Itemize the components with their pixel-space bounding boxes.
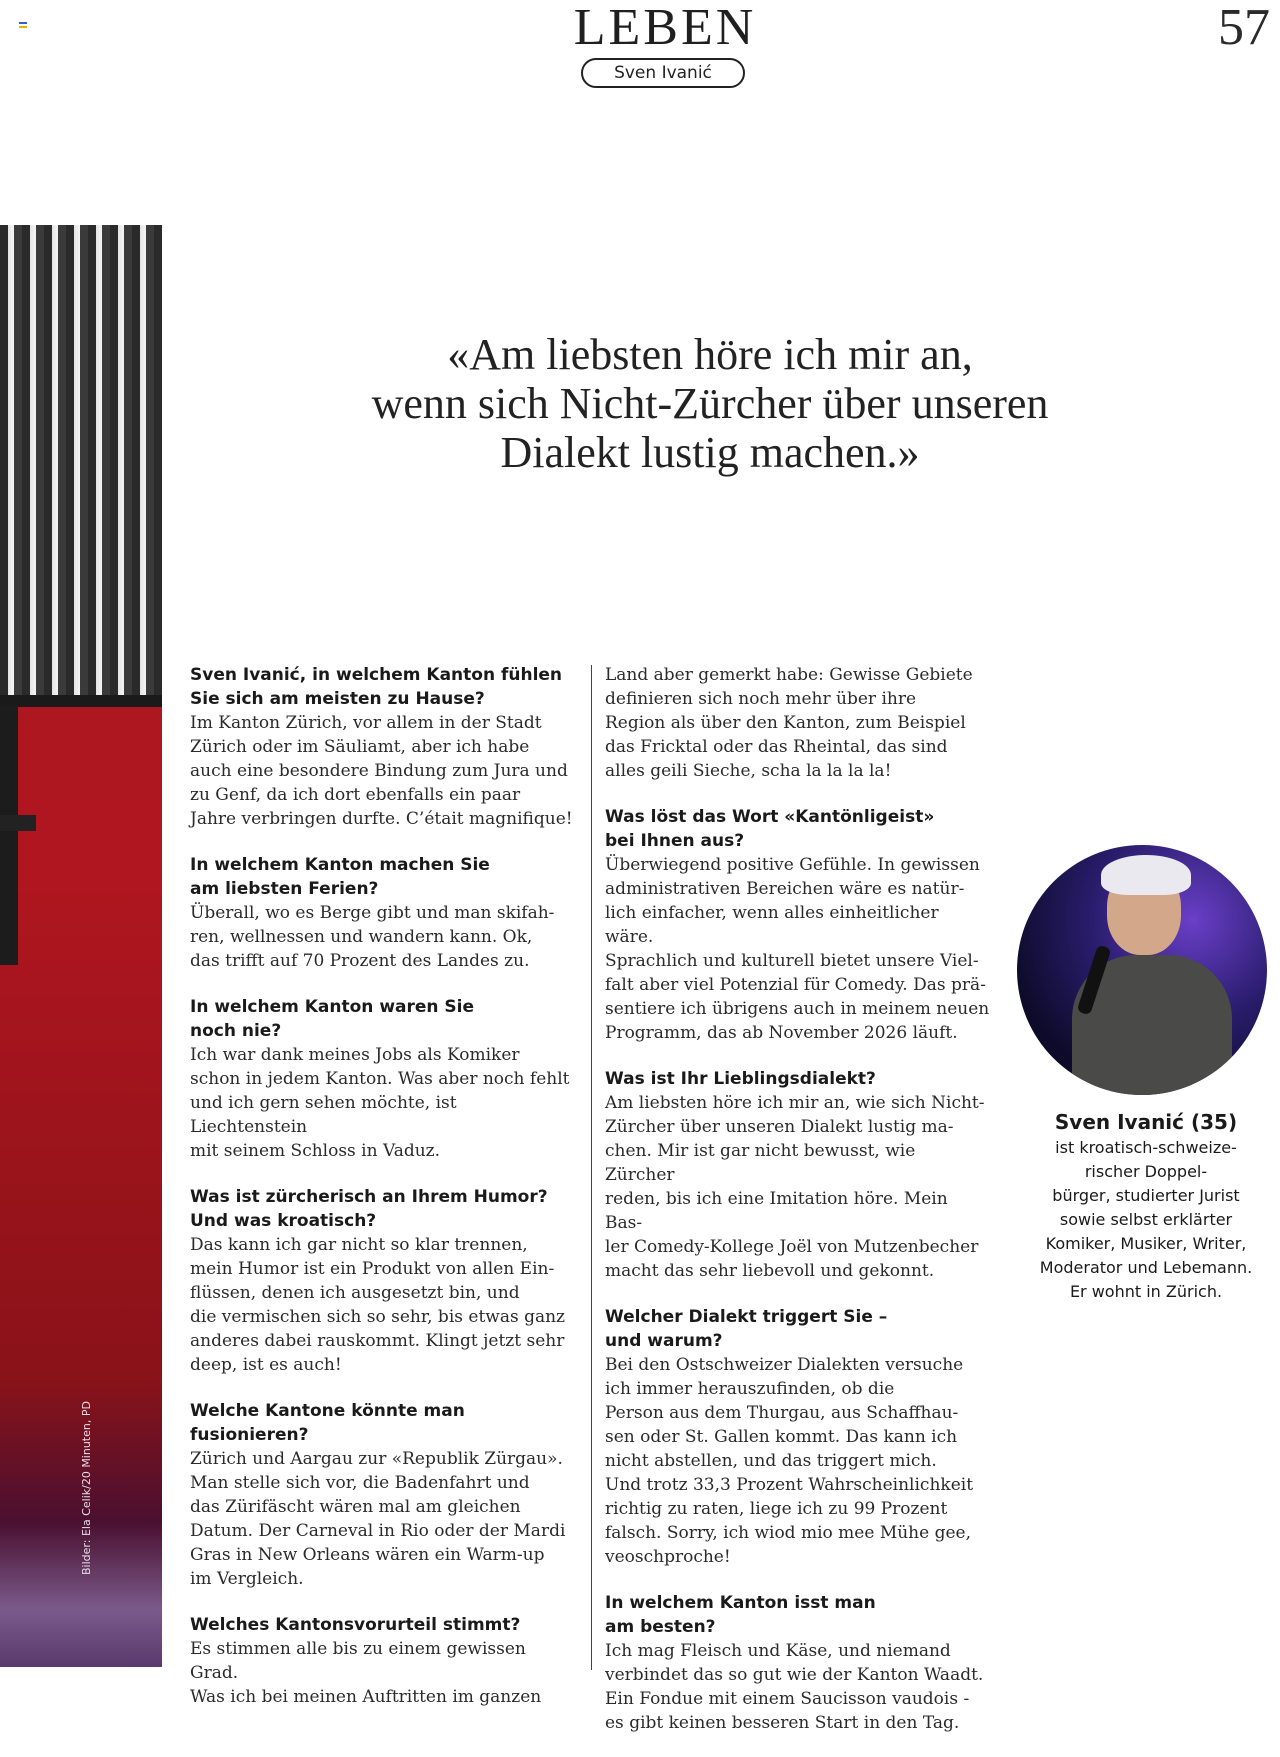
cap-graphic	[1101, 855, 1191, 895]
answer: Es stimmen alle bis zu einem gewissen Grad. Was ich bei meinen Auftritten im ganzen	[190, 1639, 542, 1707]
question: Welche Kantone könnte man fusionieren?	[190, 1401, 465, 1445]
answer: Ich mag Fleisch und Käse, und niemand verbindet das so gut wie der Kanton Waadt. Ein Fondue mit einem Saucisson vaudois - es gibt keinen besseren Start in den Tag.	[605, 1641, 984, 1733]
mic-stand-graphic	[0, 705, 18, 965]
question: In welchem Kanton waren Sie noch nie?	[190, 997, 475, 1041]
qa-block	[605, 805, 990, 1045]
qa-block	[605, 1591, 990, 1735]
qa-block	[190, 1185, 575, 1377]
question: Was löst das Wort «Kantönligeist» bei Ihnen aus?	[605, 807, 935, 851]
bio-box	[1010, 1108, 1280, 1304]
qa-block	[605, 1305, 990, 1569]
pull-quote-line: «Am liebsten höre ich mir an,	[447, 330, 973, 379]
qa-block	[190, 995, 575, 1163]
qa-block	[605, 1067, 990, 1283]
photo-credit: Bilder: Ela Celik/20 Minuten, PD	[80, 1401, 93, 1575]
stage-bar-graphic	[0, 695, 162, 707]
mic-stand-arm-graphic	[0, 815, 36, 831]
qa-block	[190, 1399, 575, 1591]
question: In welchem Kanton machen Sie am liebsten Ferien?	[190, 855, 490, 899]
qa-block	[190, 853, 575, 973]
answer: Überall, wo es Berge gibt und man skifah- ren, wellnessen und wandern kann. Ok, das trifft auf 70 Prozent des Landes zu.	[190, 903, 555, 971]
answer: Das kann ich gar nicht so klar trennen, mein Humor ist ein Produkt von allen Ein- flüssen, denen ich ausgesetzt bin, und die vermischen sich so sehr, bis etwas ganz anderes dabei rauskommt. Klingt jetzt sehr deep, ist es auch!	[190, 1235, 566, 1375]
question: Welcher Dialekt triggert Sie – und warum?	[605, 1307, 888, 1351]
bio-name: Sven Ivanić (35)	[1054, 1110, 1238, 1134]
question: In welchem Kanton isst man am besten?	[605, 1593, 876, 1637]
qa-block	[190, 663, 575, 831]
answer: Im Kanton Zürich, vor allem in der Stadt Zürich oder im Säuliamt, aber ich habe auch eine besondere Bindung zum Jura und zu Genf, da ich dort ebenfalls ein paar Jahre verbringen durfte. C’était magnifique!	[190, 713, 573, 829]
answer: Ich war dank meines Jobs als Komiker schon in jedem Kanton. Was aber noch fehlt und ich gern sehen möchte, ist Liechtenstein mit seinem Schloss in Vaduz.	[190, 1045, 570, 1161]
page-number: 57	[1218, 0, 1270, 56]
answer-continuation: Land aber gemerkt habe: Gewisse Gebiete definieren sich noch mehr über ihre Region als über den Kanton, zum Beispiel das Fricktal oder das Rheintal, das sind alles geili Sieche, scha la la la la!	[605, 665, 973, 781]
interview-column-1	[190, 663, 575, 1731]
pull-quote-line: Dialekt lustig machen.»	[500, 428, 920, 477]
interview-column-2	[605, 663, 990, 1757]
question: Was ist zürcherisch an Ihrem Humor? Und was kroatisch?	[190, 1187, 548, 1231]
answer: Überwiegend positive Gefühle. In gewissen administrativen Bereichen wäre es natür- lich einfacher, wenn alles einheitlicher wäre. Sprachlich und kulturell bietet unsere Viel- falt aber viel Potenzial für Comedy. Das prä- sentiere ich übrigens auch in meinem neuen Programm, das ab November 2026 läuft.	[605, 855, 990, 1043]
question: Sven Ivanić, in welchem Kanton fühlen Sie sich am meisten zu Hause?	[190, 665, 563, 709]
portrait-photo	[1017, 845, 1267, 1095]
curtain-graphic	[0, 225, 162, 705]
author-tag: Sven Ivanić	[581, 58, 745, 88]
question: Welches Kantonsvorurteil stimmt?	[190, 1615, 521, 1635]
qa-block	[190, 1613, 575, 1709]
column-divider	[591, 665, 592, 1670]
pull-quote	[330, 330, 1090, 477]
answer: Zürich und Aargau zur «Republik Zürgau». Man stelle sich vor, die Badenfahrt und das Zürifäscht wären mal am gleichen Datum. Der Carneval in Rio oder der Mardi Gras in New Orleans wären ein Warm-up im Vergleich.	[190, 1449, 566, 1589]
question: Was ist Ihr Lieblingsdialekt?	[605, 1069, 876, 1089]
answer: Bei den Ostschweizer Dialekten versuche ich immer herauszufinden, ob die Person aus dem Thurgau, aus Schaffhau- sen oder St. Gallen kommt. Das kann ich nicht abstellen, und das triggert mich. Und trotz 33,3 Prozent Wahrscheinlichkeit richtig zu raten, liege ich zu 99 Prozent falsch. Sorry, ich wiod mio mee Mühe gee, veoschproche!	[605, 1355, 974, 1567]
pull-quote-line: wenn sich Nicht-Zürcher über unseren	[371, 379, 1049, 428]
section-title: LEBEN	[573, 0, 757, 56]
bio-text: ist kroatisch-schweize- rischer Doppel- bürger, studierter Jurist sowie selbst erklärter Komiker, Musiker, Writer, Moderator und Lebemann. Er wohnt in Zürich.	[1039, 1138, 1253, 1301]
answer: Am liebsten höre ich mir an, wie sich Nicht- Zürcher über unseren Dialekt lustig ma- chen. Mir ist gar nicht bewusst, wie Zürcher reden, bis ich eine Imitation höre. Mein Bas- ler Comedy-Kollege Joël von Mutzenbecher macht das sehr liebevoll und gekonnt.	[605, 1093, 985, 1281]
